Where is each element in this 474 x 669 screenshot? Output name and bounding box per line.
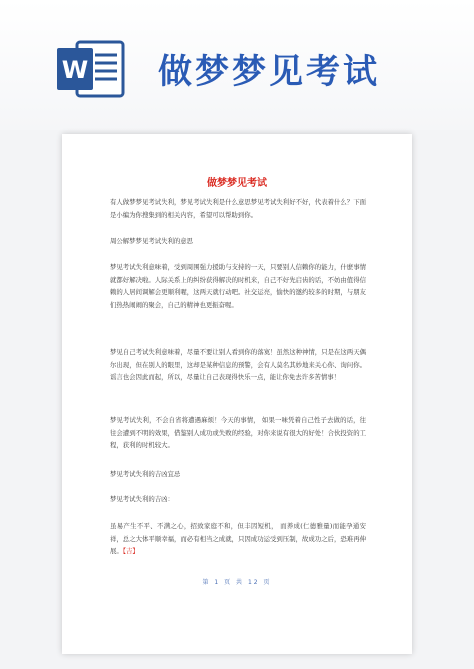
fortune-tag: 【吉】 <box>122 547 139 556</box>
document-title: 做梦梦见考试 <box>207 178 267 189</box>
document-page <box>62 134 412 654</box>
page-indicator: 第 1 页 共 12 页 <box>202 579 272 586</box>
intro-paragraph: 有人做梦梦见考试失利，梦见考试失利是什么意思梦见考试失利好不好，代表着什么？下面是小编为你搜集到的相关内容，希望可以帮助到你。 <box>110 198 366 219</box>
section-heading-fortune-detail: 梦见考试失利的吉凶： <box>110 495 174 503</box>
paragraph-meaning: 梦见考试失利意味着，受到周围强力援助与支持的一天，只要别人信赖你的能力，什麽事情就都好解决啦。人际关系上的纠纷获得解决的时机来，自己不好先启齿的话，不妨由值得信赖的人居间调解会更顺利喔，这两天就行动吧。社交运亮，愉快的邀约较多的时期，与朋友们热热闹闹的聚会，自己的精神也更振奋喔。 <box>110 263 366 309</box>
svg-text:W: W <box>61 56 89 84</box>
section-heading-meaning: 周公解梦梦见考试失利的意思 <box>110 237 194 245</box>
banner-title: 做梦梦见考试 <box>158 52 380 92</box>
fortune-text: 虽易产生不平、不满之心，招致家庭不和，但丰因短机， 而养成(仁德雅量)而能孕通安祥，总之大体平顺幸福，而必有相当之成就，只因成功运受到压制，故成功之后，恐难再伸展。 <box>110 522 366 556</box>
paragraph-self-exam: 梦见自己考试失利意味着，尽量不要让别人看到你的落寞！虽然这种神情，只是在这两天偶尔出现，但在别人的眼里，这却是某种信息的预警，会有人莫名其妙地来关心你、询问你。谣言也会因此而起，所以，尽量让自己表现得快乐一点，能让你免去许多苦情事！ <box>110 348 366 382</box>
banner <box>0 0 474 130</box>
microsoft-word-icon <box>55 38 125 100</box>
section-heading-fortune: 梦见考试失利的吉凶宜忌 <box>110 470 181 478</box>
paragraph-reflection: 梦见考试失利，不会自省将遭遇麻烦！今天的事情， 如果一味凭着自己性子去做的话，往往会遭到不明的效果，借鉴别人成功或失败的经验，对你来说有很大的好处！合伙投资的工程，获利的时机较大。 <box>110 416 366 450</box>
paragraph-fortune <box>110 520 366 558</box>
